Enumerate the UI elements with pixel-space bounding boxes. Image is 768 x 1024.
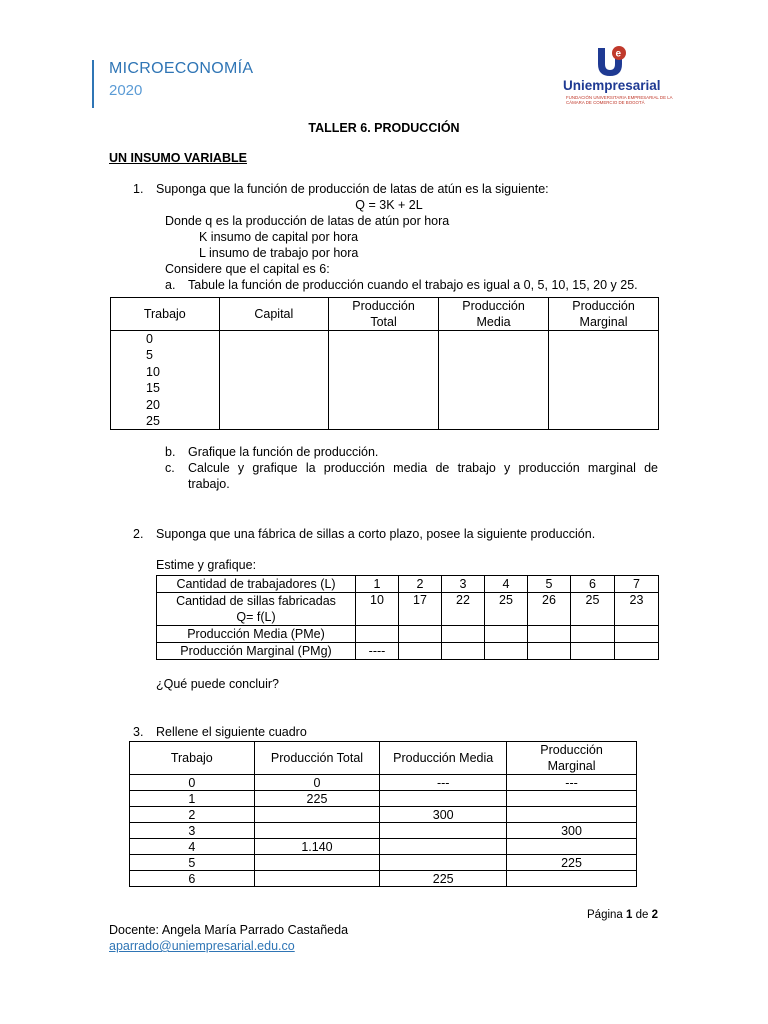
table-cell: 1	[356, 576, 399, 593]
row-label: Cantidad de trabajadores (L)	[157, 576, 356, 593]
table-cell	[356, 626, 399, 643]
q1-table	[110, 297, 659, 430]
table-cell: 5	[130, 855, 255, 871]
uniempresarial-logo-icon	[592, 44, 632, 82]
q1-line-1: Donde q es la producción de latas de atún por hora	[165, 214, 450, 228]
table-row	[157, 626, 659, 643]
table-header: Trabajo	[130, 742, 255, 775]
table-header: Producción Media	[439, 298, 549, 331]
table-cell: 3	[130, 823, 255, 839]
page-total: 2	[651, 909, 659, 921]
logo-name: Uniempresarial	[563, 78, 661, 93]
table-row	[130, 775, 637, 791]
table-cell	[380, 839, 507, 855]
table-cell: 25	[485, 593, 528, 626]
table-cell	[399, 643, 442, 660]
table-cell	[442, 626, 485, 643]
table-cell: 6	[571, 576, 615, 593]
table-header: Producción Marginal	[549, 298, 659, 331]
page-number	[587, 909, 658, 921]
table-cell: 10	[356, 593, 399, 626]
table-cell	[254, 823, 380, 839]
row-label: Cantidad de sillas fabricadas Q= f(L)	[157, 593, 356, 626]
q2-table	[156, 575, 659, 660]
page-current: 1	[626, 909, 633, 921]
table-cell	[254, 871, 380, 887]
trabajo-value: 20	[146, 397, 160, 412]
q3-text: Rellene el siguiente cuadro	[156, 725, 307, 739]
table-header: Producción Marginal	[507, 742, 637, 775]
row-label: Producción Media (PMe)	[157, 626, 356, 643]
table-cell	[399, 626, 442, 643]
footer-docente: Docente: Angela María Parrado Castañeda	[109, 923, 349, 937]
q2-number: 2.	[133, 527, 144, 541]
table-cell: 3	[442, 576, 485, 593]
table-cell	[549, 331, 659, 430]
trabajo-value: 0	[146, 332, 153, 346]
table-cell: 5	[528, 576, 571, 593]
table-cell	[615, 643, 659, 660]
table-header-row	[130, 742, 637, 775]
table-header: Capital	[219, 298, 329, 331]
svg-text:e: e	[615, 48, 622, 60]
table-cell	[571, 643, 615, 660]
table-cell: 2	[130, 807, 255, 823]
q3-table	[129, 741, 637, 887]
course-year: 2020	[109, 82, 143, 99]
table-cell	[507, 871, 637, 887]
table-cell: 225	[507, 855, 637, 871]
q2-estime: Estime y grafique:	[156, 558, 257, 572]
table-cell: 0	[130, 775, 255, 791]
q1-number: 1.	[133, 182, 144, 196]
q1-c-text-cont: trabajo.	[188, 477, 230, 491]
table-cell	[528, 626, 571, 643]
table-cell: 26	[528, 593, 571, 626]
q1-c-text: Calcule y grafique la producción media de trabajo y producción marginal de	[188, 461, 658, 475]
q1-a-text: Tabule la función de producción cuando el trabajo es igual a 0, 5, 10, 15, 20 y 25.	[188, 278, 638, 292]
table-row	[130, 791, 637, 807]
table-header: Producción Total	[254, 742, 380, 775]
footer-email-link[interactable]: aparrado@uniempresarial.edu.co	[109, 939, 295, 953]
table-cell: 225	[254, 791, 380, 807]
table-header: Trabajo	[111, 298, 220, 331]
q1-c-label: c.	[165, 461, 175, 475]
table-cell: 1	[130, 791, 255, 807]
q1-text: Suponga que la función de producción de latas de atún es la siguiente:	[156, 182, 549, 196]
table-cell	[380, 791, 507, 807]
table-cell	[615, 626, 659, 643]
table-cell	[442, 643, 485, 660]
table-cell	[380, 855, 507, 871]
table-cell: 0	[254, 775, 380, 791]
table-cell	[571, 626, 615, 643]
table-cell: 23	[615, 593, 659, 626]
q3-number: 3.	[133, 725, 144, 739]
q1-b-text: Grafique la función de producción.	[188, 445, 379, 459]
q1-line-3: L insumo de trabajo por hora	[199, 246, 359, 260]
table-cell: 22	[442, 593, 485, 626]
table-cell: 2	[399, 576, 442, 593]
q1-a-label: a.	[165, 278, 176, 292]
q2-text: Suponga que una fábrica de sillas a corto plazo, posee la siguiente producción.	[156, 527, 596, 541]
table-cell: 6	[130, 871, 255, 887]
page-prefix: Página	[587, 909, 627, 921]
table-cell	[485, 643, 528, 660]
table-row	[130, 855, 637, 871]
table-header: Producción Media	[380, 742, 507, 775]
table-cell: 4	[485, 576, 528, 593]
q1-line-4: Considere que el capital es 6:	[165, 262, 330, 276]
trabajo-value: 25	[146, 414, 160, 429]
page-mid: de	[632, 909, 652, 921]
logo-subtitle: FUNDACIÓN UNIVERSITARIA EMPRESARIAL DE LA CÁMARA DE COMERCIO DE BOGOTÁ	[566, 95, 673, 105]
document-title: TALLER 6. PRODUCCIÓN	[308, 121, 460, 135]
table-row	[130, 839, 637, 855]
table-cell: 300	[380, 807, 507, 823]
table-cell	[254, 807, 380, 823]
table-cell: 225	[380, 871, 507, 887]
table-cell	[485, 626, 528, 643]
table-cell	[254, 855, 380, 871]
table-cell	[507, 791, 637, 807]
q1-line-2: K insumo de capital por hora	[199, 230, 359, 244]
row-label: Producción Marginal (PMg)	[157, 643, 356, 660]
table-row	[157, 643, 659, 660]
table-header-row	[111, 298, 659, 331]
table-cell	[439, 331, 549, 430]
table-cell	[507, 839, 637, 855]
section-heading: UN INSUMO VARIABLE	[109, 151, 247, 165]
table-cell: ---	[507, 775, 637, 791]
trabajo-value: 5	[146, 348, 153, 363]
table-row	[130, 823, 637, 839]
q1-b-label: b.	[165, 445, 176, 459]
header-accent-bar	[92, 60, 94, 108]
table-cell: 300	[507, 823, 637, 839]
trabajo-values-cell	[111, 331, 220, 430]
table-cell: 7	[615, 576, 659, 593]
table-cell: 25	[571, 593, 615, 626]
table-row	[157, 576, 659, 593]
trabajo-value: 10	[146, 364, 160, 379]
table-cell: 1.140	[254, 839, 380, 855]
q1-formula: Q = 3K + 2L	[355, 198, 423, 212]
table-cell	[507, 807, 637, 823]
table-cell: ---	[380, 775, 507, 791]
table-cell	[528, 643, 571, 660]
table-cell	[219, 331, 329, 430]
table-row	[111, 331, 659, 430]
table-cell	[380, 823, 507, 839]
q2-question: ¿Qué puede concluir?	[156, 677, 279, 691]
table-cell: ----	[356, 643, 399, 660]
table-cell: 4	[130, 839, 255, 855]
trabajo-value: 15	[146, 381, 160, 396]
table-row	[130, 807, 637, 823]
table-row	[157, 593, 659, 626]
course-title: MICROECONOMÍA	[109, 60, 254, 77]
table-cell	[329, 331, 439, 430]
table-header: Producción Total	[329, 298, 439, 331]
table-row	[130, 871, 637, 887]
table-cell: 17	[399, 593, 442, 626]
